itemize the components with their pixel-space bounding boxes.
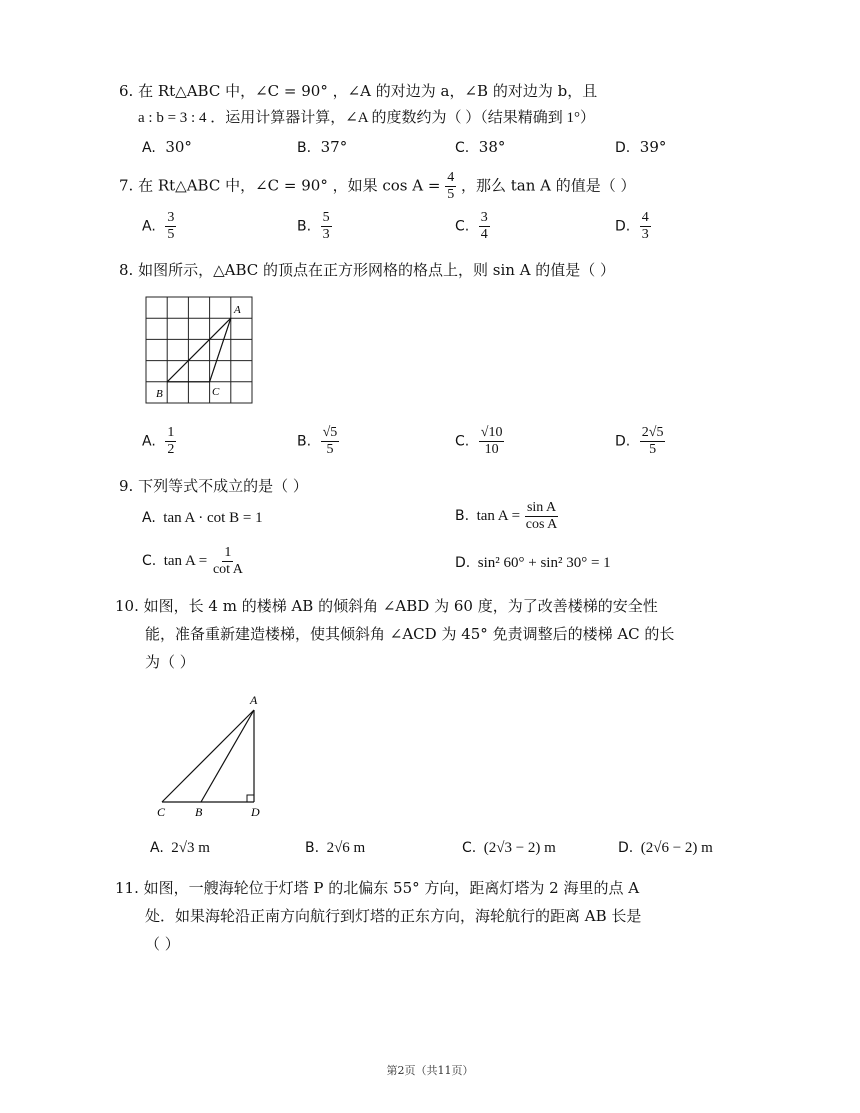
q11-line1: 11. 如图，一艘海轮位于灯塔 P 的北偏东 55° 方向，距离灯塔为 2 海里的点 A bbox=[115, 879, 640, 897]
stair-ab bbox=[201, 710, 254, 802]
q6-line1: 6. 在 Rt△ABC 中，∠C = 90° ，∠A 的对边为 a，∠B 的对边为 b，且 bbox=[119, 82, 598, 100]
q7-option-c[interactable]: C. $\frac{3}{4}$ bbox=[455, 210, 488, 242]
q9-option-b[interactable]: B. tan A = $\frac{\text{sin A}}{\text{cos A}}$ bbox=[455, 500, 558, 532]
q9-stem: 9. 下列等式不成立的是（ ） bbox=[119, 477, 308, 495]
q6-option-a[interactable]: A. 30° bbox=[142, 138, 192, 156]
q10-option-d[interactable]: D. (2√6 − 2) m bbox=[618, 840, 713, 856]
label-c: C bbox=[157, 805, 166, 819]
q10-line1: 10. 如图，长 4 m 的楼梯 AB 的倾斜角 ∠ABD 为 60 度，为了改善楼梯的安全性 bbox=[115, 597, 658, 615]
q8-stem: 8. 如图所示，△ABC 的顶点在正方形网格的格点上，则 sin A 的值是（ ） bbox=[119, 261, 616, 279]
label-b: B bbox=[195, 805, 203, 819]
q7-suffix: ，那么 tan A 的值是（ ） bbox=[461, 176, 636, 195]
q11-line2: 处．如果海轮沿正南方向航行到灯塔的正东方向，海轮航行的距离 AB 长是 bbox=[145, 907, 642, 925]
stair-ac bbox=[162, 710, 254, 802]
page-footer: 第2页（共11页） bbox=[386, 1064, 474, 1077]
q8-option-a[interactable]: A. $\frac{1}{2}$ bbox=[142, 425, 175, 457]
q7-stem bbox=[119, 170, 636, 203]
q8-option-c[interactable]: C. $\frac{√10}{10}$ bbox=[455, 425, 503, 457]
q8-option-b[interactable]: B. $\frac{√5}{5}$ bbox=[297, 425, 338, 457]
q9-option-a[interactable]: A. tan A · cot B = 1 bbox=[142, 510, 263, 526]
right-angle-mark bbox=[247, 795, 254, 802]
q10-option-c[interactable]: C. (2√3 − 2) m bbox=[462, 840, 556, 856]
q10-option-a[interactable]: A. 2√3 m bbox=[150, 840, 210, 856]
q10-staircase-figure bbox=[150, 690, 270, 820]
triangle-abc bbox=[167, 318, 231, 382]
q6-option-b[interactable]: B. 37° bbox=[297, 138, 348, 156]
label-a: A bbox=[250, 693, 258, 707]
q8-option-d[interactable]: D. $\frac{2√5}{5}$ bbox=[615, 425, 664, 457]
q10-option-b[interactable]: B. 2√6 m bbox=[305, 840, 366, 856]
q6-option-d[interactable]: D. 39° bbox=[615, 138, 667, 156]
q10-line2: 能，准备重新建造楼梯，使其倾斜角 ∠ACD 为 45° 免责调整后的楼梯 AC 的长 bbox=[145, 625, 675, 643]
q10-line3: 为（ ） bbox=[145, 653, 195, 671]
q7-option-b[interactable]: B. $\frac{5}{3}$ bbox=[297, 210, 330, 242]
q7-option-d[interactable]: D. $\frac{4}{3}$ bbox=[615, 210, 649, 242]
q11-line3: （ ） bbox=[145, 935, 180, 953]
q7-prefix: 7. 在 Rt△ABC 中，∠C = 90° ，如果 cos A = bbox=[119, 176, 441, 195]
label-c: C bbox=[212, 386, 220, 398]
q6-option-c[interactable]: C. 38° bbox=[455, 138, 506, 156]
label-a: A bbox=[234, 304, 241, 316]
q8-grid-figure bbox=[140, 293, 260, 408]
label-d: D bbox=[251, 805, 260, 819]
q7-fraction: $\frac{4}{5}$ bbox=[447, 170, 455, 202]
q9-option-d[interactable]: D. sin² 60° + sin² 30° = 1 bbox=[455, 555, 611, 571]
q6-line2: a : b = 3 : 4 ．运用计算器计算，∠A 的度数约为（ ）（结果精确到 1°） bbox=[138, 110, 596, 126]
label-b: B bbox=[156, 388, 163, 400]
q9-option-c[interactable]: C. tan A = $\frac{1}{\text{cot A}}$ bbox=[142, 545, 243, 577]
q7-option-a[interactable]: A. $\frac{3}{5}$ bbox=[142, 210, 175, 242]
